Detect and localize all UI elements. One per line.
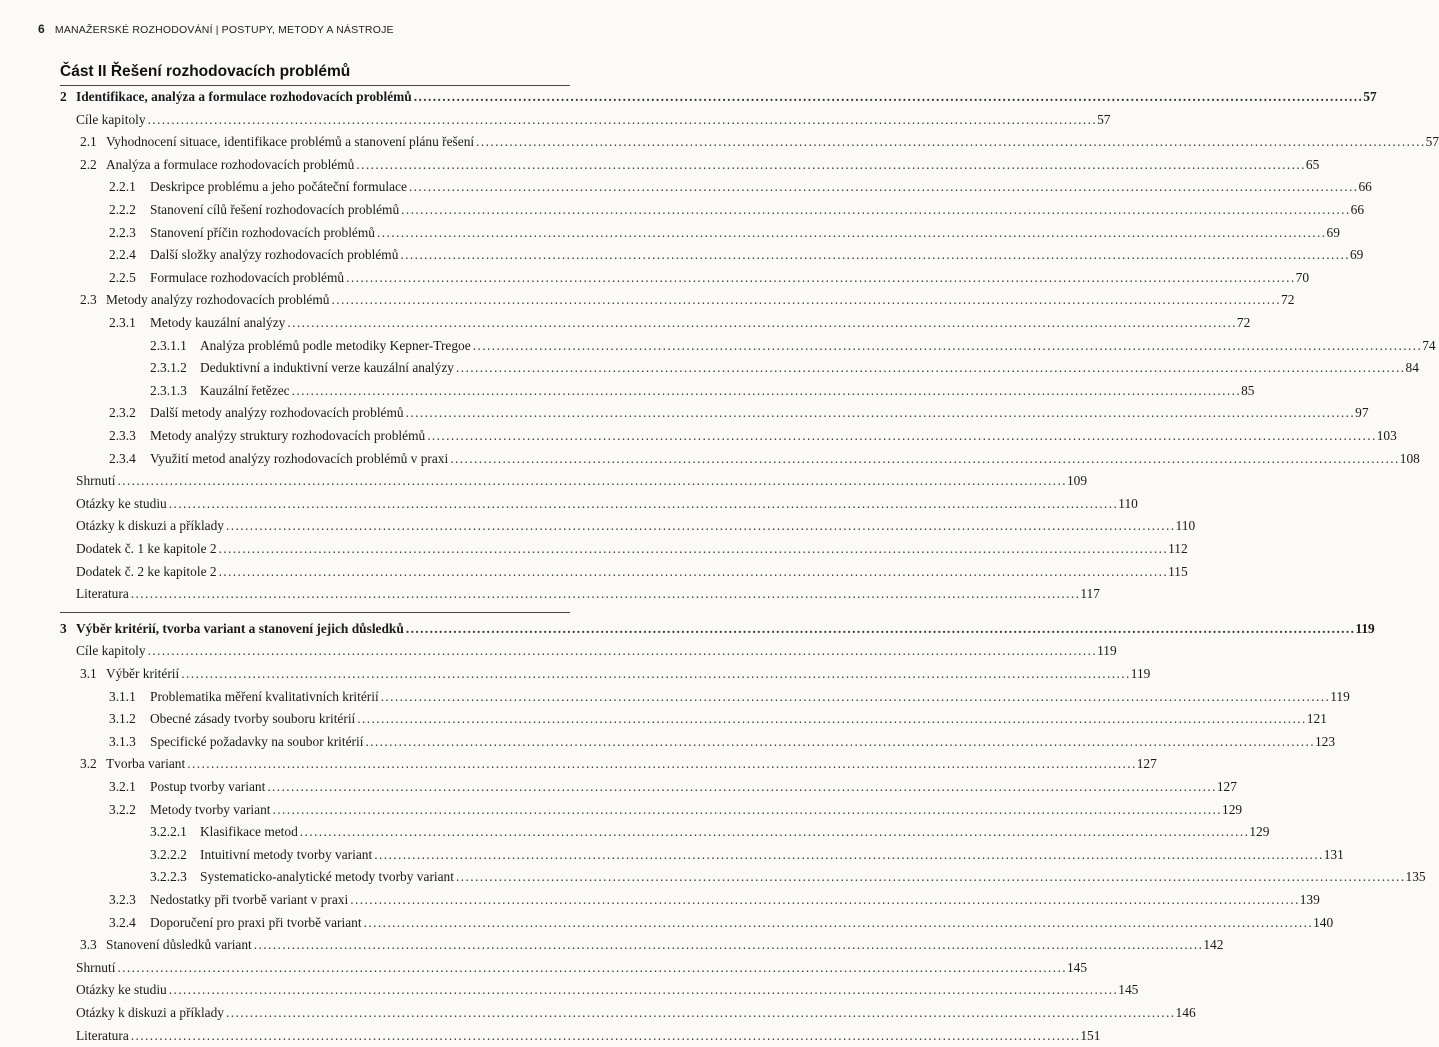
toc-page-number: 108 [1399,450,1420,466]
toc-row[interactable] [0,731,1336,753]
dot-leader: ........................................................................................................................................................................................................ [181,666,1131,681]
toc-entry-number: 2.2.4 [109,247,136,263]
toc-page-number: 115 [1168,563,1188,579]
toc-row[interactable] [0,561,1188,583]
dot-leader: ........................................................................................................................................................................................................ [226,518,1176,534]
dot-leader: ........................................................................................................................................................................................................ [147,643,1098,659]
toc-entry-title: Cíle kapitoly [76,643,146,659]
toc-row[interactable] [0,109,1111,131]
dot-leader: ........................................................................................................................................................................................................ [476,134,1426,150]
toc-entry-title: Shrnutí [76,959,116,975]
dot-leader: ........................................................................................................................................................................................................ [356,156,1306,172]
dot-leader: ........................................................................................................................................................................................................ [331,292,1282,308]
toc-row[interactable] [0,686,1350,708]
toc-row[interactable] [0,402,1369,424]
toc-entry-title: Literatura [76,586,129,602]
toc-row[interactable] [0,448,1420,470]
toc-entry-number: 2.2 [80,156,97,172]
dot-leader: ........................................................................................................................................................................................................ [455,360,1406,376]
toc-entry-title: Formulace rozhodovacích problémů [150,269,345,285]
dot-leader: ........................................................................................................................................................................................................ [350,892,1300,907]
running-header [38,22,394,36]
toc-entry-title: Otázky k diskuzi a příklady [76,1005,225,1020]
toc-entry-title: Postup tvorby variant [150,779,266,794]
toc-entry-title: Problematika měření kvalitativních kritérií [150,688,379,704]
toc-entry-title: Metody tvorby variant [150,801,271,817]
toc-page-number: 110 [1118,495,1138,511]
toc-row[interactable] [0,154,1320,176]
toc-entry-title: Klasifikace metod [200,824,298,840]
toc-row[interactable] [0,335,1436,357]
toc-row[interactable] [0,979,1139,1001]
toc-entry-number: 2.3.1.2 [150,360,187,376]
toc-page-number: 110 [1175,518,1196,534]
toc-page-number: 119 [1097,643,1117,659]
toc-entry-title: Intuitivní metody tvorby variant [200,846,373,862]
dot-leader: ........................................................................................................................................................................................................ [130,586,1081,602]
toc-page-number: 129 [1222,801,1243,817]
toc-page-number: 119 [1355,620,1375,636]
toc-entry-number: 2.1 [80,134,97,150]
toc-page-number: 57 [1363,89,1377,104]
toc-row[interactable] [0,844,1344,866]
toc-page-number: 72 [1236,315,1251,330]
toc-entry-title: Otázky ke studiu [76,495,167,511]
dot-leader: ........................................................................................................................................................................................................ [253,937,1204,953]
toc-row[interactable] [0,708,1327,730]
dot-leader: ........................................................................................................................................................................................................ [117,473,1067,489]
dot-leader: ........................................................................................................................................................................................................ [346,269,1296,285]
dot-leader: ........................................................................................................................................................................................................ [187,756,1137,772]
toc-page-number: 84 [1405,360,1419,376]
toc-page-number: 103 [1376,428,1397,443]
toc-row[interactable] [0,934,1224,956]
toc-row[interactable] [0,176,1372,198]
toc-page-number: 123 [1314,733,1336,749]
toc-entry-title: Identifikace, analýza a formulace rozhodovacích problémů [76,89,412,104]
toc-entry-number: 3.2.2.3 [150,869,187,885]
toc-entry-title: Kauzální řetězec [200,382,290,398]
dot-leader: ........................................................................................................................................................................................................ [130,1027,1081,1043]
toc-page-number: 140 [1313,914,1334,930]
toc-page-number: 72 [1281,292,1295,308]
toc-entry-title: Systematicko-analytické metody tvorby variant [200,869,454,885]
toc-page-number: 131 [1323,846,1344,862]
page-number: 6 [38,22,45,36]
toc-entry-title: Otázky ke studiu [76,982,167,998]
toc-entry-number: 3 [60,620,67,636]
dot-leader: ........................................................................................................................................................................................................ [455,869,1406,885]
toc-page-number: 66 [1350,202,1365,217]
toc-page-number: 151 [1080,1027,1101,1043]
toc-row[interactable] [0,222,1340,244]
toc-entry-number: 3.2.2.1 [150,824,187,840]
toc-page-number: 57 [1097,111,1111,127]
toc-entry-number: 2.2.2 [109,202,136,217]
toc-row[interactable] [0,821,1270,843]
toc-entry-title: Dodatek č. 1 ke kapitole 2 [76,541,217,556]
toc-entry-number: 3.2.4 [109,914,136,930]
toc-entry-title: Využití metod analýzy rozhodovacích problémů v praxi [150,450,449,466]
toc-entry-number: 3.2.3 [109,892,136,907]
dot-leader: ........................................................................................................................................................................................................ [272,801,1223,817]
chapter-separator-rule [60,612,570,613]
toc-entry-title: Nedostatky při tvorbě variant v praxi [150,892,349,907]
toc-row[interactable] [0,470,1088,492]
toc-row[interactable] [0,312,1251,334]
toc-page-number: 112 [1168,541,1188,556]
toc-page-number: 146 [1175,1005,1196,1020]
dot-leader: ........................................................................................................................................................................................................ [299,824,1250,840]
toc-entry-number: 2.3.4 [109,450,136,466]
toc-entry-number: 3.1 [80,666,97,681]
toc-chapter-row[interactable] [0,86,1377,108]
dot-leader: ........................................................................................................................................................................................................ [365,733,1315,749]
toc-row[interactable] [0,538,1188,560]
toc-page-number: 65 [1305,156,1320,172]
toc-row[interactable] [0,515,1196,537]
toc-row[interactable] [0,380,1255,402]
toc-row[interactable] [0,425,1397,447]
toc-page-number: 69 [1326,224,1340,240]
toc-entry-number: 3.3 [80,937,97,953]
toc-row[interactable] [0,267,1310,289]
toc-row[interactable] [0,957,1088,979]
toc-page-number: 119 [1130,666,1151,681]
toc-entry-title: Stanovení příčin rozhodovacích problémů [150,224,375,240]
toc-page-number: 127 [1216,779,1237,794]
dot-leader: ........................................................................................................................................................................................................ [405,405,1356,421]
toc-entry-number: 3.1.2 [109,711,136,727]
toc-row[interactable] [0,912,1334,934]
dot-leader: ........................................................................................................................................................................................................ [168,495,1119,511]
toc-entry-title: Doporučení pro praxi při tvorbě variant [150,914,362,930]
toc-entry-title: Metody kauzální analýzy [150,315,286,330]
toc-page-number: 119 [1330,688,1350,704]
toc-page-number: 66 [1358,179,1372,195]
toc-entry-title: Metody analýzy struktury rozhodovacích problémů [150,428,426,443]
toc-page-number: 97 [1355,405,1369,421]
toc-chapter-row[interactable] [0,618,1375,640]
toc-page-number: 127 [1136,756,1157,772]
toc-entry-number: 2.3.1.3 [150,382,187,398]
dot-leader: ........................................................................................................................................................................................................ [413,89,1364,104]
toc-page-number: 85 [1241,382,1255,398]
toc-row[interactable] [0,1025,1101,1047]
dot-leader: ........................................................................................................................................................................................................ [218,541,1169,556]
dot-leader: ........................................................................................................................................................................................................ [450,450,1400,466]
toc-entry-number: 2.3 [80,292,97,308]
toc-row[interactable] [0,357,1419,379]
toc-page-number: 109 [1066,473,1088,489]
dot-leader: ........................................................................................................................................................................................................ [226,1005,1176,1020]
toc-row[interactable] [0,889,1320,911]
toc-page-number: 57 [1425,134,1439,150]
toc-page-number: 117 [1080,586,1100,602]
toc-row[interactable] [0,583,1100,605]
header-separator: | [215,24,219,36]
toc-entry-number: 3.2 [80,756,97,772]
toc-entry-title: Tvorba variant [106,756,186,772]
dot-leader: ........................................................................................................................................................................................................ [472,337,1423,353]
dot-leader: ........................................................................................................................................................................................................ [376,224,1327,240]
dot-leader: ........................................................................................................................................................................................................ [147,111,1098,127]
toc-entry-title: Specifické požadavky na soubor kritérií [150,733,364,749]
toc-entry-title: Další složky analýzy rozhodovacích problémů [150,247,399,263]
toc-entry-title: Deduktivní a induktivní verze kauzální analýzy [200,360,454,376]
dot-leader: ........................................................................................................................................................................................................ [427,428,1377,443]
toc-entry-number: 3.2.2.2 [150,846,187,862]
toc-entry-title: Metody analýzy rozhodovacích problémů [106,292,330,308]
toc-entry-number: 2.3.3 [109,428,136,443]
toc-entry-number: 3.2.1 [109,779,136,794]
toc-row[interactable] [0,866,1426,888]
running-title-left: MANAŽERSKÉ ROZHODOVÁNÍ [54,24,213,36]
toc-row[interactable] [0,799,1243,821]
toc-page-number: 121 [1306,711,1327,727]
toc-entry-number: 2 [60,89,67,104]
toc-entry-title: Dodatek č. 2 ke kapitole 2 [76,563,217,579]
running-title-right: POSTUPY, METODY A NÁSTROJE [221,24,394,36]
toc-entry-number: 3.1.1 [109,688,136,704]
toc-page-number: 145 [1066,959,1088,975]
toc-entry-number: 2.3.1.1 [150,337,187,353]
toc-page-number: 139 [1299,892,1320,907]
toc-entry-number: 2.3.1 [109,315,136,330]
toc-entry-title: Analýza a formulace rozhodovacích problémů [106,156,355,172]
toc-row[interactable] [0,640,1117,662]
toc-row[interactable] [0,493,1138,515]
toc-entry-title: Vyhodnocení situace, identifikace problémů a stanovení plánu řešení [106,134,475,150]
dot-leader: ........................................................................................................................................................................................................ [291,382,1242,398]
dot-leader: ........................................................................................................................................................................................................ [287,315,1237,330]
toc-entry-title: Výběr kritérií, tvorba variant a stanovení jejich důsledků [76,620,404,636]
toc-entry-title: Obecné zásady tvorby souboru kritérií [150,711,356,727]
toc-entry-title: Analýza problémů podle metodiky Kepner-Tregoe [200,337,471,353]
dot-leader: ........................................................................................................................................................................................................ [374,846,1324,862]
toc-entry-number: 3.2.2 [109,801,136,817]
toc-entry-number: 2.3.2 [109,405,136,421]
toc-row[interactable] [0,244,1364,266]
toc-page-number: 145 [1118,982,1139,998]
toc-row[interactable] [0,663,1151,685]
dot-leader: ........................................................................................................................................................................................................ [380,688,1331,704]
toc-page-number: 142 [1203,937,1224,953]
dot-leader: ........................................................................................................................................................................................................ [218,563,1169,579]
toc-row[interactable] [0,131,1439,153]
toc-page-number: 70 [1295,269,1310,285]
toc-entry-title: Výběr kritérií [106,666,180,681]
toc-entry-title: Literatura [76,1027,129,1043]
dot-leader: ........................................................................................................................................................................................................ [168,982,1119,998]
toc-entry-title: Cíle kapitoly [76,111,146,127]
toc-entry-title: Shrnutí [76,473,116,489]
toc-row[interactable] [0,1002,1196,1024]
toc-entry-number: 2.2.3 [109,224,136,240]
toc-page-number: 74 [1422,337,1436,353]
toc-row[interactable] [0,753,1157,775]
dot-leader: ........................................................................................................................................................................................................ [267,779,1217,794]
toc-entry-number: 3.1.3 [109,733,136,749]
section-title: Část II Řešení rozhodovacích problémů [60,63,351,80]
dot-leader: ........................................................................................................................................................................................................ [117,959,1067,975]
dot-leader: ........................................................................................................................................................................................................ [408,179,1359,195]
toc-entry-title: Otázky k diskuzi a příklady [76,518,225,534]
toc-entry-title: Další metody analýzy rozhodovacích problémů [150,405,404,421]
toc-entry-number: 2.2.5 [109,269,136,285]
dot-leader: ........................................................................................................................................................................................................ [357,711,1307,727]
toc-page-number: 135 [1405,869,1426,885]
toc-row[interactable] [0,289,1295,311]
toc-entry-title: Stanovení důsledků variant [106,937,252,953]
toc-row[interactable] [0,776,1237,798]
toc-page-number: 129 [1249,824,1270,840]
dot-leader: ........................................................................................................................................................................................................ [400,247,1350,263]
dot-leader: ........................................................................................................................................................................................................ [401,202,1351,217]
toc-page-number: 69 [1349,247,1364,263]
toc-entry-number: 2.2.1 [109,179,136,195]
toc-entry-title: Stanovení cílů řešení rozhodovacích problémů [150,202,400,217]
toc-row[interactable] [0,199,1365,221]
dot-leader: ........................................................................................................................................................................................................ [363,914,1314,930]
toc-entry-title: Deskripce problému a jeho počáteční formulace [150,179,407,195]
dot-leader: ........................................................................................................................................................................................................ [405,620,1356,636]
